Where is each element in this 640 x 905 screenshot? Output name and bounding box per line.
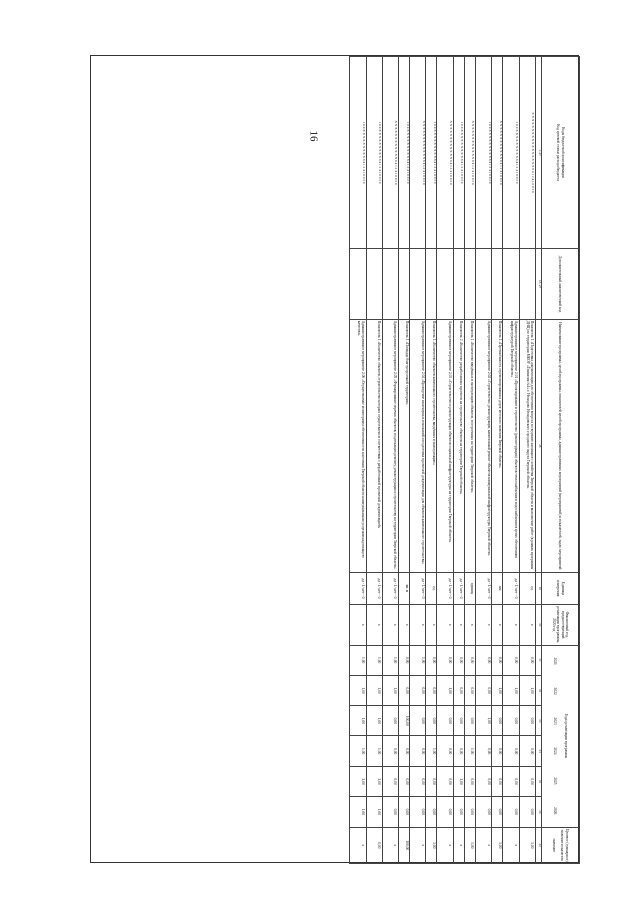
row-codes: 1 0 4 X X X X X X X X X 6 4 1 2 4 1 0 0 2 0 [453,57,464,249]
row-extra-code [350,249,366,320]
year-label: 2023 [553,717,558,725]
row-value-2023: 1,00 [350,706,366,736]
row-value-2022: 1,00 [503,675,519,705]
table-row [382,57,398,864]
row-codes: X X X X X X X X X X X X 6 4 1 2 4 1 0 0 2 0 [464,57,475,249]
header-years-label: Годы реализации программы [563,713,568,759]
program-table [349,56,580,864]
row-value-2021: 1,00 [366,645,382,675]
row-value-2023: 1,00 [476,706,492,736]
row-value-2025: 0,00 [492,766,503,796]
colnum-year: 32 [535,675,541,705]
row-target: 1,00 [464,827,475,864]
row-description: Административное мероприятие 2.04 «Проведение инженерных изысканий и подготовка проектной документации для объектов капитального строительства» [410,319,426,572]
row-value-2026: 0,00 [519,797,535,827]
row-description: Показатель 1 «Подготовка документации для обеспечения вопроса по ведению жилищного хозяйства Тверской области и выполнение работ (в рамках программы ДНЦ) по территории МКОУ «Гимназия №1» г. Нелидово Нелидовского городского округа Тверской области» [519,319,535,572]
row-target: х [503,827,519,864]
row-value-2024: 0,00 [492,736,503,766]
row-codes: X X X X X X X X X X X X 6 4 1 2 4 1 0 0 2 0 [437,57,453,249]
row-value-2025: 0,00 [410,766,426,796]
row-unit: единиц [464,572,475,604]
row-target: х [437,827,453,864]
row-value-2025: 1,00 [366,766,382,796]
row-value-2022: 1,00 [350,675,366,705]
row-extra-code [476,249,492,320]
row-value-2024: 0,00 [519,736,535,766]
row-unit: да - 1/ нет - 0 [382,572,398,604]
row-unit: да - 1/ нет - 0 [437,572,453,604]
row-description: Показатель 2 «Количество разработанных проектов на строительство объектов на территории Тверской области» [453,319,464,572]
table-row [410,57,426,864]
row-value-2022: 1,00 [366,675,382,705]
header-name: Наименование программы, целей программы, показателей целей программы, административных мероприятий (мероприятий) и показателей, задач, мероприятий [541,319,579,572]
row-value-2024: 1,00 [464,736,475,766]
row-value-2021: 0,00 [437,645,453,675]
colnum-year: 33 [535,706,541,736]
header-section-label: Код целевой статьи расхода бюджета [556,124,561,181]
row-target: х [410,827,426,864]
row-extra-code [503,249,519,320]
row-extra-code [366,249,382,320]
row-description: Показатель 1 «Количество объектов, строительство которых осуществлено в соответствии с разработанной проектной документацией» [366,319,382,572]
table-row [503,57,519,864]
row-value-2023: 0,00 [464,706,475,736]
row-financial: х [366,605,382,645]
row-financial: х [476,605,492,645]
colnum-year: 36 [535,797,541,827]
row-value-2026: 0,00 [464,797,475,827]
row-value-2021: 0,00 [519,645,535,675]
colnum-year: 31 [535,645,541,675]
row-value-2021: 1,00 [350,645,366,675]
row-extra-code [464,249,475,320]
row-target: 1,00 [492,827,503,864]
row-value-2021: 1,00 [382,645,398,675]
header-row [541,57,579,864]
row-financial: х [492,605,503,645]
row-extra-code [410,249,426,320]
header-extra: Дополнительный аналитический код [541,249,579,320]
row-extra-code [426,249,437,320]
colnum-year: 35 [535,766,541,796]
row-financial: х [350,605,366,645]
row-value-2025: 0,00 [519,766,535,796]
row-value-2026: 0,00 [476,797,492,827]
row-value-2022: 0,00 [453,675,464,705]
header-target [541,827,579,864]
row-value-2026: 0,00 [398,797,409,827]
row-value-2024: 0,00 [382,736,398,766]
row-value-2026: 0,00 [492,797,503,827]
row-value-2021: 0,00 [453,645,464,675]
row-value-2022: 1,00 [519,675,535,705]
row-description: Административное мероприятие 2.06 «Осуществление мониторинга обеспеченности населения Тверской области коммунальными услугами надлежащего качества» [350,319,366,572]
row-value-2023: 0,00 [492,706,503,736]
row-value-2022: 0,00 [410,675,426,705]
row-description: Показатель 1 «Площадь благоустроенной территории» [398,319,409,572]
row-value-2025: 0,00 [503,766,519,796]
column-number-row [535,57,541,864]
row-unit: ед. [519,572,535,604]
row-financial: х [410,605,426,645]
row-unit: да - 1/ нет - 0 [366,572,382,604]
row-target: х [453,827,464,864]
row-extra-code [398,249,409,320]
row-value-2022: 1,00 [382,675,398,705]
row-value-2026: 0,00 [410,797,426,827]
row-description: Административное мероприятие 2.05 «Формирование перечня объектов, подлежащих ремонту, реконструкции и строительству на территории Тверской области» [382,319,398,572]
row-target: х [350,827,366,864]
row-value-2025: 0,00 [382,766,398,796]
row-target: 100,00 [398,827,409,864]
row-value-2026: 1,00 [350,797,366,827]
header-years [553,646,557,825]
row-value-2021: 0,00 [503,645,519,675]
row-value-2022: 0,00 [464,675,475,705]
table-row [492,57,503,864]
row-description: Показатель 1 «Протяжённость отремонтированных дорог местного значения Тверской области» [492,319,503,572]
year-label: 2024 [553,747,558,755]
row-value-2026: 0,00 [453,797,464,827]
row-financial: х [464,605,475,645]
row-value-2023: 0,00 [382,706,398,736]
colnum-name: 28 [535,319,541,572]
row-value-2024: 1,00 [350,736,366,766]
row-value-2021: 0,00 [492,645,503,675]
header-target-label: Целевое (суммарное) значение показателя [560,828,569,862]
row-unit: кв. м [398,572,409,604]
row-value-2021: 1,00 [410,645,426,675]
row-financial: х [503,605,519,645]
row-value-2025: 0,00 [464,766,475,796]
row-value-2021: 0,00 [464,645,475,675]
table-row [366,57,382,864]
row-value-2025: 0,00 [437,766,453,796]
row-value-2025: 1,00 [350,766,366,796]
row-value-2023: 0,00 [437,706,453,736]
row-codes: 1 0 4 X X X X X X X X X 6 4 1 2 4 1 0 0 2 0 [426,57,437,249]
row-financial: х [437,605,453,645]
page-number: 16 [307,130,320,142]
row-financial: х [426,605,437,645]
row-financial: х [453,605,464,645]
table-row [476,57,492,864]
row-value-2024: 0,00 [398,736,409,766]
colnum-target: 37 [535,827,541,864]
year-label: 2025 [553,777,558,785]
header-years-group [541,645,579,827]
row-value-2026: 0,00 [382,797,398,827]
row-value-2023: 0,00 [453,706,464,736]
row-description: Административное мероприятие 2.03 «Строительство и реконструкция объектов социальной инфраструктуры на территории Тверской области» [437,319,453,572]
table-body [350,57,535,864]
row-value-2025: 0,00 [398,766,409,796]
row-value-2026: 0,00 [503,797,519,827]
row-codes: 1 0 4 X X X X X X X X X 6 4 1 2 4 1 0 0 2 0 [398,57,409,249]
row-unit: да - 1/ нет - 0 [410,572,426,604]
row-codes: 1 0 4 X X X X X X X X X 6 4 1 2 4 1 0 0 2 0 [350,57,366,249]
row-value-2026: 0,00 [426,797,437,827]
row-target: 1,00 [426,827,437,864]
row-value-2023: 0,00 [426,706,437,736]
row-extra-code [519,249,535,320]
row-description: Показатель 1 «Количество объектов капитального строительства, введённых в эксплуатацию» [426,319,437,572]
colnum-fin: 30 [535,605,541,645]
colnum-codes: 1–27 [535,57,541,249]
year-label: 2022 [553,687,558,695]
row-value-2024: 0,00 [410,736,426,766]
row-financial: х [382,605,398,645]
row-target: х [476,827,492,864]
row-value-2022: 0,00 [398,675,409,705]
row-target: х [382,827,398,864]
row-unit: да - 1/ нет - 0 [350,572,366,604]
row-value-2026: 1,00 [366,797,382,827]
row-value-2023: 100,00 [398,706,409,736]
row-codes: 1 0 4 X X X X X X X X X 6 4 1 2 4 1 0 0 2 0 [366,57,382,249]
row-value-2024: 1,00 [426,736,437,766]
row-value-2025: 0,00 [476,766,492,796]
row-target: 0,00 [366,827,382,864]
table-row [519,57,535,864]
row-codes: 1 0 4 X X X X X X X X X 6 4 1 2 4 1 0 0 2 0 [503,57,519,249]
year-label: 2021 [553,657,558,665]
row-value-2023: 0,00 [503,706,519,736]
row-unit: да - 1/ нет - 0 [476,572,492,604]
table-row [453,57,464,864]
rotated-table-wrapper [91,56,580,864]
row-codes: X X X X X X X X X X X X 6 4 1 2 4 1 0 0 2 0 [492,57,503,249]
row-codes: X X X X X X X X X X X X 6 4 1 2 4 1 0 0 2 0 [382,57,398,249]
row-extra-code [453,249,464,320]
row-extra-code [382,249,398,320]
row-description: Показатель 1 «Количество введённых в эксплуатацию объектов, построенных на территории Тверской области» [464,319,475,572]
table-row [426,57,437,864]
row-codes: X X X X X X X X X X X X X X X X X 6 4 1 2 4 1 0 0 2 0 [519,57,535,249]
row-target: 1,00 [519,827,535,864]
document-sheet [90,55,579,863]
row-codes: X X X X X X X X X X X X 6 4 1 2 4 1 0 0 2 0 [410,57,426,249]
row-value-2025: 0,00 [426,766,437,796]
row-unit: да - 1/ нет - 0 [503,572,519,604]
row-description: Административное мероприятие 2.02 «Строительство, реконструкция, капитальный ремонт объектов коммунальной инфраструктуры Тверской области» [476,319,492,572]
table-row [350,57,366,864]
row-value-2023: 1,00 [366,706,382,736]
row-value-2023: 0,00 [519,706,535,736]
row-unit: км [492,572,503,604]
row-value-2023: 0,00 [410,706,426,736]
colnum-extra: 18–27 [535,249,541,320]
row-description: Административное мероприятие 2.01 «Проектирование и строительство (реконструкция) объектов теплоснабжения и водоснабжения в целях обеспечения инфраструктурой Тверской области» [503,319,519,572]
header-codes [541,57,579,249]
row-extra-code [437,249,453,320]
row-value-2024: 0,00 [503,736,519,766]
row-value-2022: 0,00 [426,675,437,705]
row-codes: 1 0 4 X X X X X X X X X 6 4 1 2 4 1 0 0 2 0 [476,57,492,249]
row-value-2024: 0,00 [476,736,492,766]
table-row [398,57,409,864]
row-financial: х [519,605,535,645]
row-value-2022: 1,00 [437,675,453,705]
row-value-2022: 1,00 [492,675,503,705]
row-extra-code [492,249,503,320]
row-unit: да - 1/ нет - 0 [453,572,464,604]
header-financial: Финансовый год, предшествующий реализации программы, 2020 год [541,605,579,645]
header-target-sub: значение [552,838,557,853]
row-unit: ед. [426,572,437,604]
header-codes-label: Коды бюджетной классификации [560,127,565,179]
row-value-2024: 1,00 [366,736,382,766]
row-financial: х [398,605,409,645]
year-label: 2026 [553,807,558,815]
row-value-2021: 0,00 [426,645,437,675]
header-unit: Единица измерения [541,572,579,604]
table-row [437,57,453,864]
row-value-2021: 0,00 [398,645,409,675]
row-value-2025: 1,00 [453,766,464,796]
colnum-year: 34 [535,736,541,766]
row-value-2021: 0,00 [476,645,492,675]
table-row [464,57,475,864]
row-value-2026: 0,00 [437,797,453,827]
row-value-2024: 0,00 [453,736,464,766]
row-value-2022: 0,00 [476,675,492,705]
colnum-unit: 29 [535,572,541,604]
row-value-2024: 0,00 [437,736,453,766]
